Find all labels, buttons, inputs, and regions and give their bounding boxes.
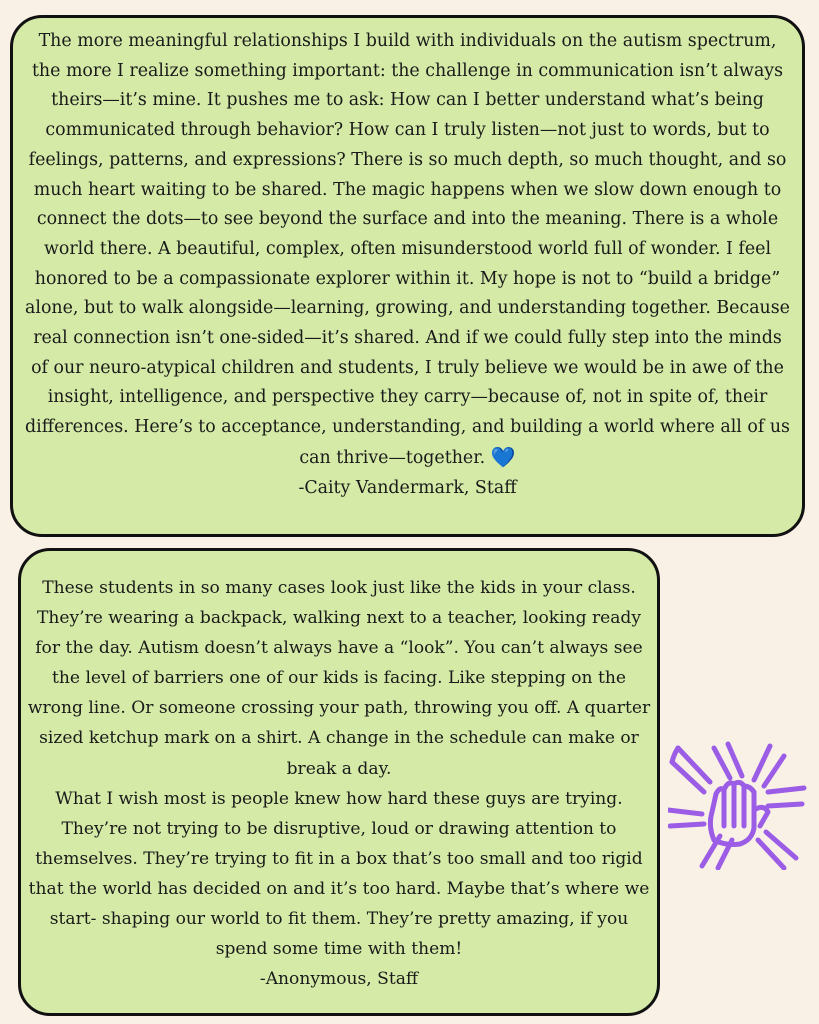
quote-signature: -Caity Vandermark, Staff	[298, 477, 517, 498]
stacked-hands-icon	[668, 740, 808, 870]
quote-signature: -Anonymous, Staff	[259, 969, 419, 990]
quote-body: The more meaningful relationships I build with individuals on the autism spectrum, the more I realize something important: the challenge in communication isn’t always theirs—it’s mine. It pushes me to ask: How can I better understand what’s being communicated through behavior? How can I truly listen—not just to words, but to feelings, patterns, and expressions? There is so much depth, so much thought, and so much heart waiting to be shared. The magic happens when we slow down enough to connect the dots—to see beyond the surface and into the meaning. There is a whole world there. A beautiful, complex, often misunderstood world full of wonder. I feel honored to be a compassionate explorer within it. My hope is not to “build a bridge” alone, but to walk alongside—learning, growing, and understanding together. Because real connection isn’t one-sided—it’s shared. And if we could fully step into the minds of our neuro-atypical children and students, I truly believe we would be in awe of the insight, intelligence, and perspective they carry—because of, not in spite of, their differences. Here’s to acceptance, understanding, and building a world where all of us can thrive—together.	[25, 31, 790, 468]
quote-text	[27, 573, 651, 994]
quote-body: These students in so many cases look just like the kids in your class. They’re wearing a backpack, walking next to a teacher, looking ready for the day. Autism doesn’t always have a “look”. You can’t always see the level of barriers one of our kids is facing. Like stepping on the wrong line. Or someone crossing your path, throwing you off. A quarter sized ketchup mark on a shirt. A change in the schedule can make or break a day. What I wish most is people knew how hard these guys are trying. They’re not trying to be disruptive, loud or drawing attention to themselves. They’re trying to fit in a box that’s too small and too rigid that the world has decided on and it’s too hard. Maybe that’s where we start- shaping our world to fit them. They’re pretty amazing, if you spend some time with them!	[27, 578, 651, 960]
quote-text	[23, 27, 792, 503]
quote-card-caity	[10, 15, 805, 537]
quote-card-anonymous	[18, 548, 660, 1016]
blue-heart-icon: 💙	[490, 444, 516, 469]
